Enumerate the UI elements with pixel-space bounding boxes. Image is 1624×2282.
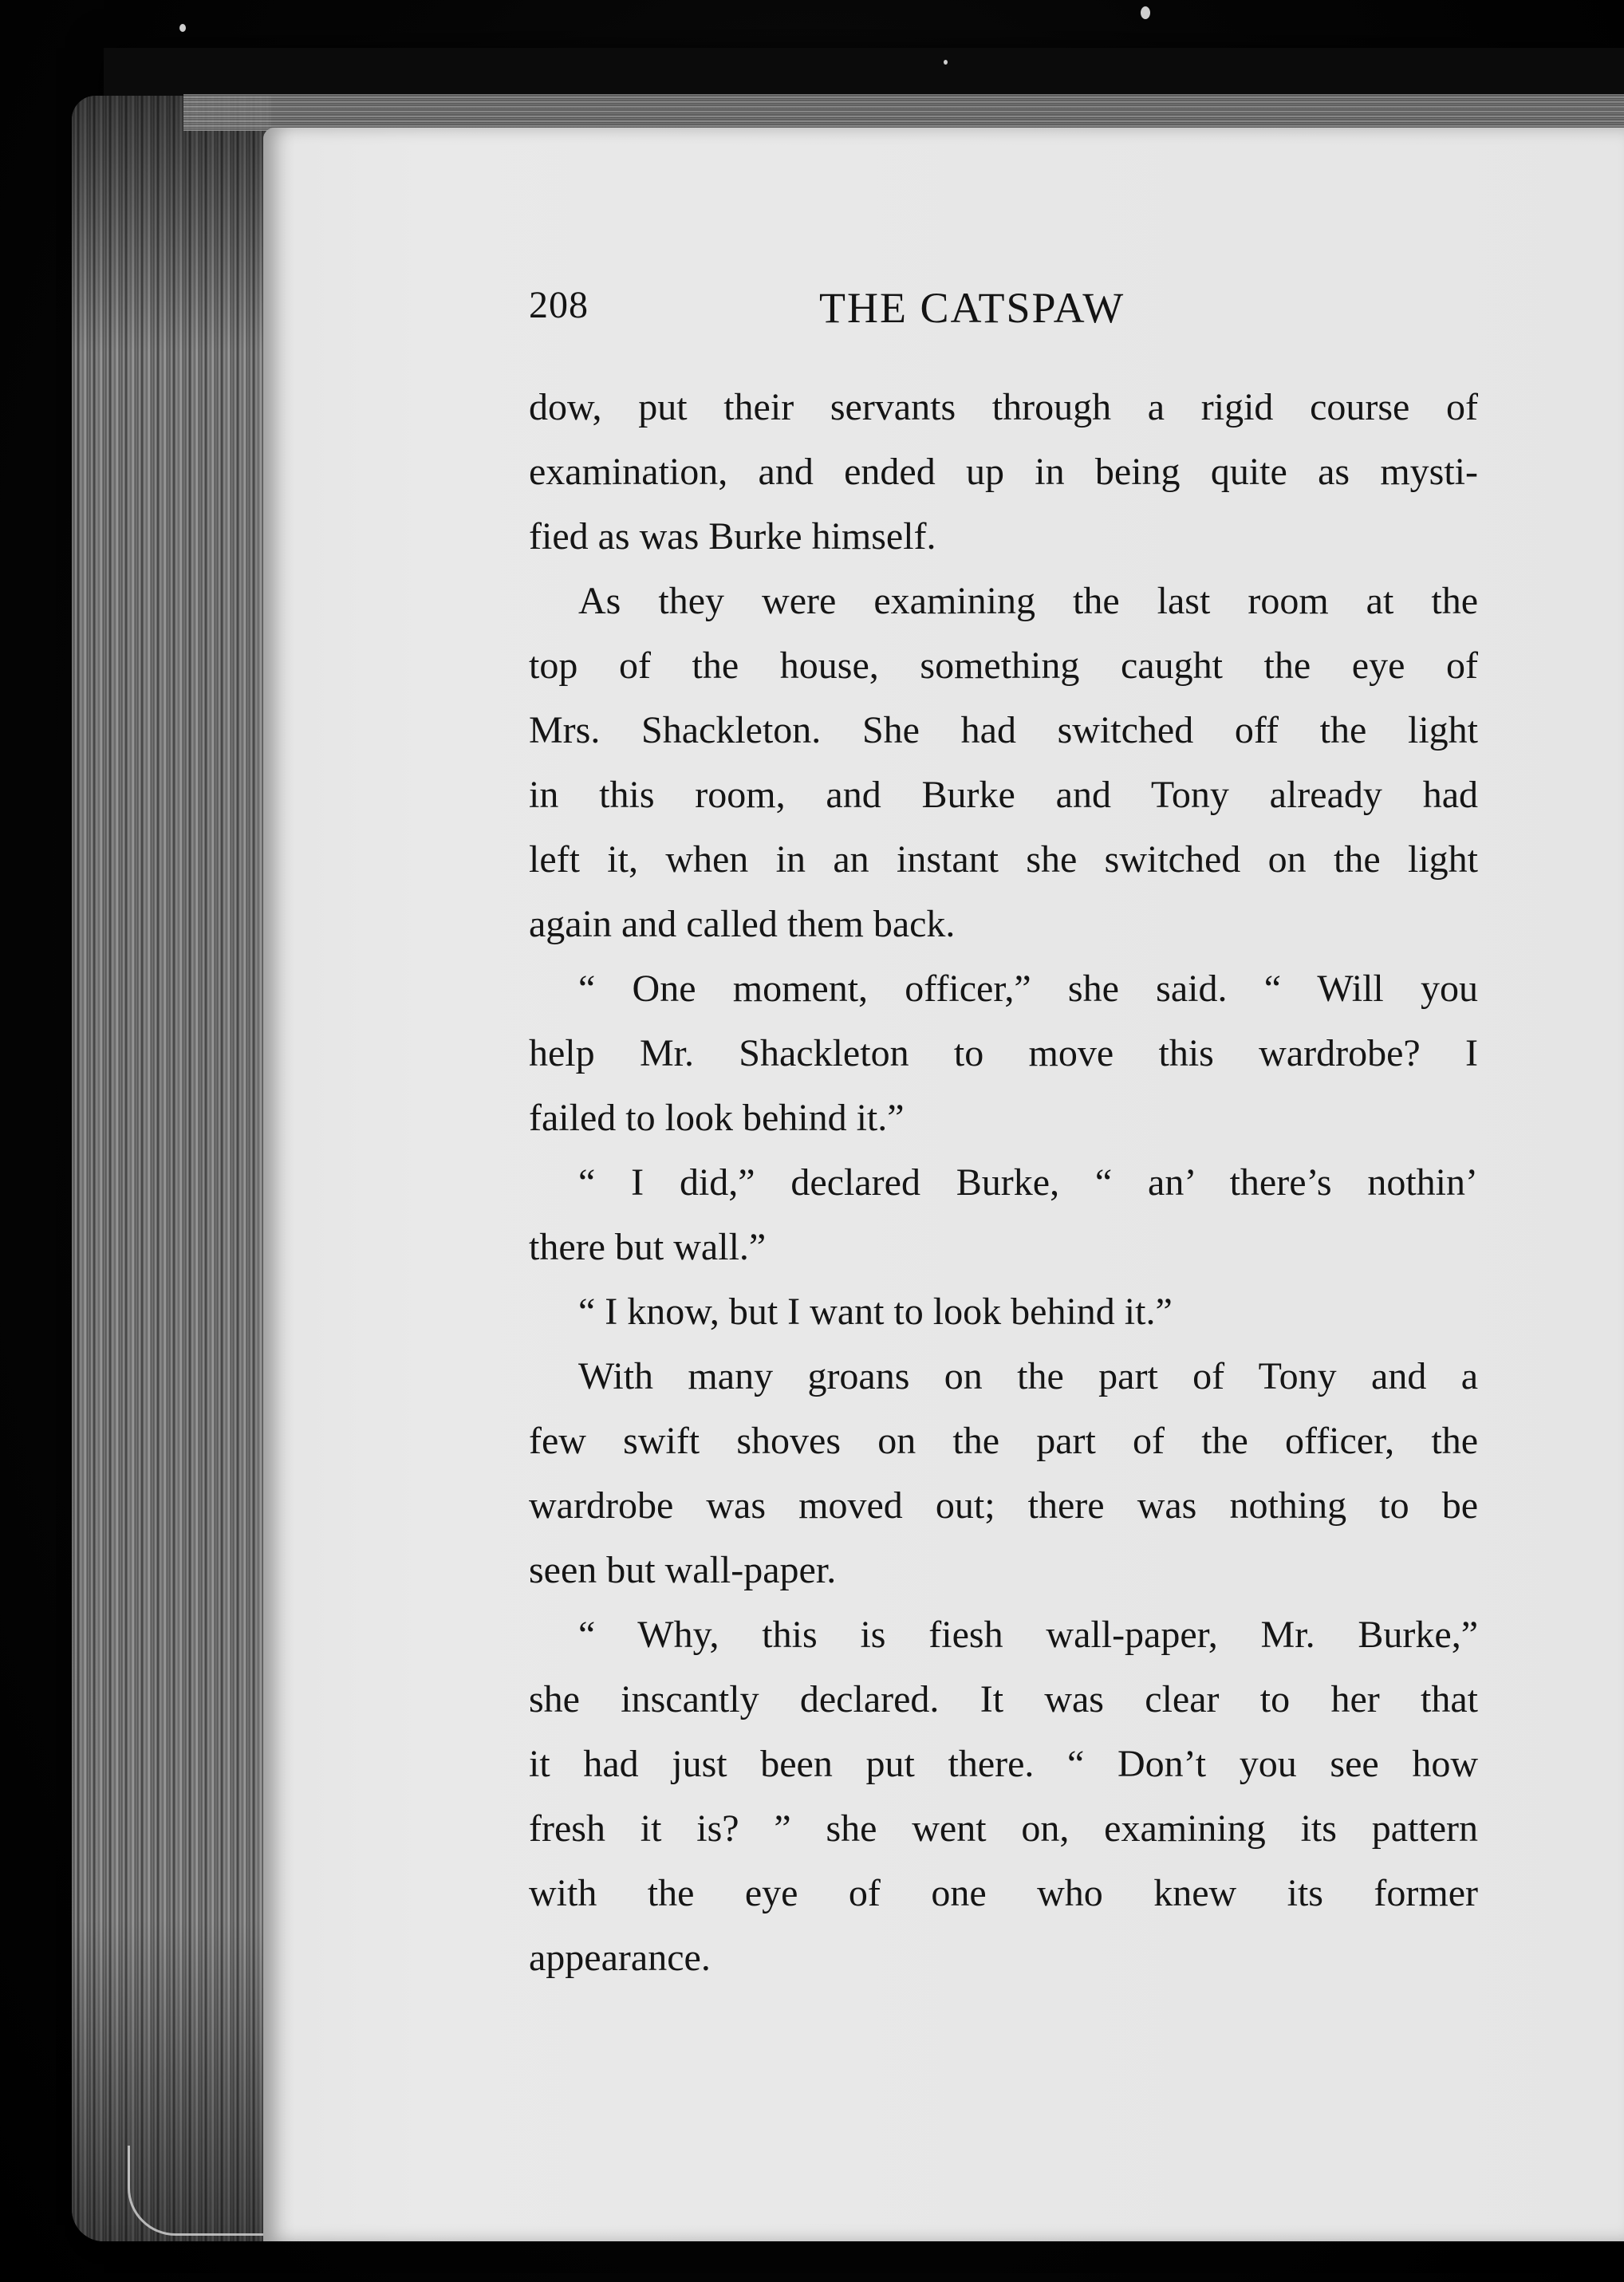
text-line: “ I did,” declared Burke, “ an’ there’s nothin’ [578,1161,1478,1204]
text-line: with the eye of one who knew its former [529,1872,1478,1914]
book-title: THE CATSPAW [819,284,1125,332]
text-line: left it, when in an instant she switched on the light [529,838,1478,881]
page-edges [72,96,271,2241]
running-head [529,283,1183,347]
bookmark-thread [128,2146,274,2236]
text-line: seen but wall-paper. [529,1549,837,1591]
dust-speck [179,24,186,32]
text-line: examination, and ended up in being quite as mysti- [529,451,1478,493]
text-line: Mrs. Shackleton. She had switched off the light [529,709,1478,751]
text-line: there but wall.” [529,1226,767,1268]
text-line: “ I know, but I want to look behind it.” [578,1291,1173,1333]
text-line: failed to look behind it.” [529,1097,905,1139]
text-line: top of the house, something caught the eye of [529,644,1478,687]
paragraph [529,569,1478,956]
paragraph [529,1150,1478,1279]
paragraph [529,375,1478,569]
paragraph [529,1602,1478,1990]
body-text [529,375,1478,1990]
text-line: As they were examining the last room at the [578,580,1478,622]
text-line: With many groans on the part of Tony and a [578,1355,1478,1397]
text-line: fied as was Burke himself. [529,515,936,558]
dust-speck [944,60,948,65]
page-number: 208 [529,284,589,326]
text-line: it had just been put there. “ Don’t you see how [529,1743,1478,1785]
text-line: fresh it is? ” she went on, examining its pattern [529,1807,1478,1850]
paragraph [529,1279,1478,1344]
text-line: help Mr. Shackleton to move this wardrobe? I [529,1032,1478,1074]
text-line: dow, put their servants through a rigid course of [529,386,1478,428]
paragraph [529,956,1478,1150]
text-line: wardrobe was moved out; there was nothing to be [529,1484,1478,1527]
page-edges-top [183,94,1624,131]
text-line: she inscantly declared. It was clear to her that [529,1678,1478,1720]
text-line: “ Why, this is fiesh wall-paper, Mr. Burke,” [578,1614,1478,1656]
text-line: in this room, and Burke and Tony already had [529,774,1478,816]
text-line: few swift shoves on the part of the officer, the [529,1420,1478,1462]
dust-speck [1141,6,1150,19]
text-line: again and called them back. [529,903,956,945]
text-line: appearance. [529,1937,711,1979]
text-line: “ One moment, officer,” she said. “ Will you [578,968,1478,1010]
paragraph [529,1344,1478,1602]
